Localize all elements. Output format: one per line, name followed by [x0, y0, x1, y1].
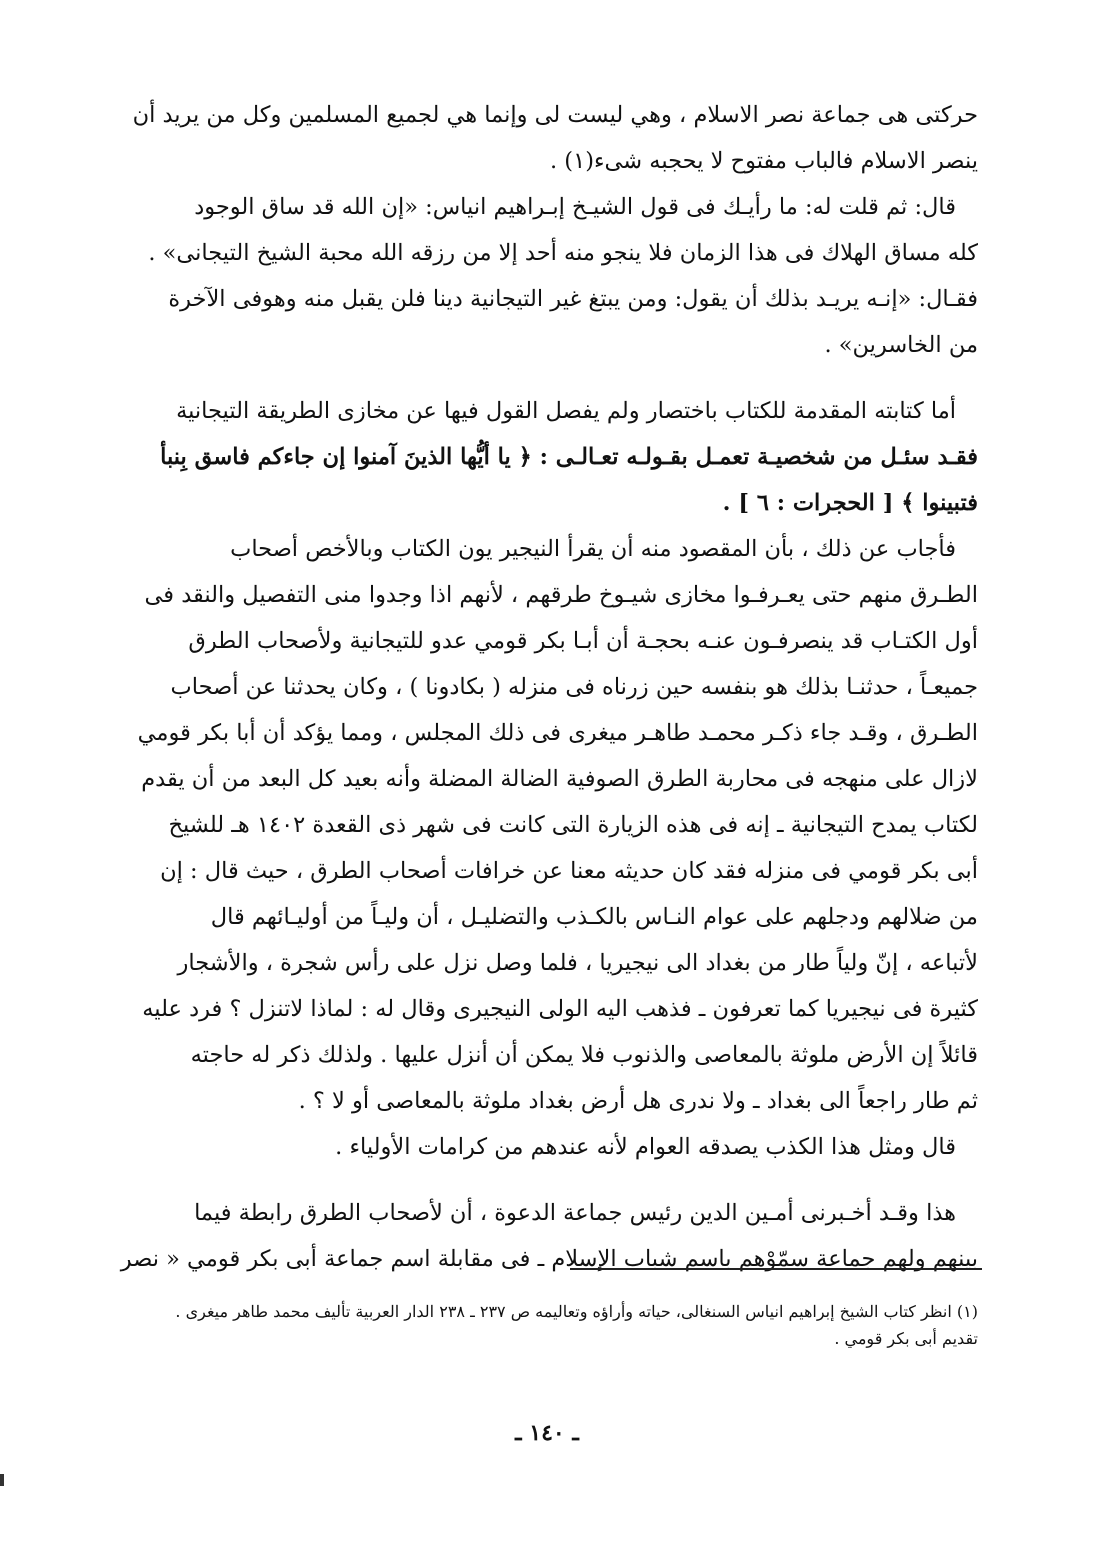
text-line: أما كتابته المقدمة للكتاب باختصار ولم يفصل القول فيها عن مخازى الطريقة التيجانية: [176, 398, 956, 424]
text-line: قائلاً إن الأرض ملوثة بالمعاصى والذنوب فلا يمكن أن أنزل عليها . ولذلك ذكر له حاجته: [190, 1042, 978, 1068]
footnote-line: (١) انظر كتاب الشيخ إبراهيم انياس السنغالى، حياته وأراؤه وتعاليمه ص ٢٣٧ ـ ٢٣٨ الدار العربية تأليف محمد طاهر ميغرى .: [175, 1302, 978, 1321]
text-line: أبى بكر قومي فى منزله فقد كان حديثه معنا عن خرافات أصحاب الطرق ، حيث قال : إن: [160, 858, 978, 884]
text-line: جميعـاً ، حدثنـا بذلك هو بنفسه حين زرناه فى منزله ( بكادونا ) ، وكان يحدثنا عن أصحاب: [170, 674, 978, 700]
text-line: قال ومثل هذا الكذب يصدقه العوام لأنه عندهم من كرامات الأولياء .: [335, 1134, 956, 1160]
footnote-divider: [570, 1268, 982, 1270]
text-line: الطـرق منهم حتى يعـرفـوا مخازى شيـوخ طرقهم ، لأنهم اذا وجدوا منى التفصيل والنقد فى: [144, 582, 978, 608]
body-text: [118, 92, 978, 1282]
text-line: بينهم ولهم جماعة سمّوْهم باسم شباب الإسلام ـ فى مقابلة اسم جماعة أبى بكر قومي « نصر: [120, 1246, 978, 1272]
text-line: فقـال: «إنـه يريـد بذلك أن يقول: ومن يبتغ غير التيجانية دينا فلن يقبل منه وهوفى الآخرة: [168, 286, 978, 312]
text-line: فقـد سئـل من شخصيـة تعمـل بقـولـه تعـالـى : ﴿ يا أيُّها الذينَ آمنوا إن جاءكم فاسق بِنبأ: [160, 444, 978, 470]
text-line: ثم طار راجعاً الى بغداد ـ ولا ندرى هل أرض بغداد ملوثة بالمعاصى أو لا ؟ .: [298, 1088, 978, 1114]
text-line: حركتى هى جماعة نصر الاسلام ، وهي ليست لى وإنما هي لجميع المسلمين وكل من يريد أن: [132, 102, 978, 128]
text-line: هذا وقـد أخـبرنى أمـين الدين رئيس جماعة الدعوة ، أن لأصحاب الطرق رابطة فيما: [194, 1200, 956, 1226]
paragraph-question: [118, 184, 978, 276]
text-line: فتبينوا ﴾ [ الحجرات : ٦ ] .: [722, 490, 978, 516]
text-line: الطـرق ، وقـد جاء ذكـر محمـد طاهـر ميغرى فى ذلك المجلس ، ومما يؤكد أن أبا بكر قومي: [137, 720, 978, 746]
text-line: فأجاب عن ذلك ، بأن المقصود منه أن يقرأ النيجير يون الكتاب وبالأخص أصحاب: [230, 536, 956, 562]
paragraph-continuation: [118, 92, 978, 184]
paragraph-answer: [118, 276, 978, 368]
text-line: من ضلالهم ودجلهم على عوام النـاس بالكـذب والتضليـل ، أن وليـاً من أوليـائهم قال: [210, 904, 978, 930]
text-line: أول الكتـاب قد ينصرفـون عنـه بحجـة أن أبـا بكر قومي عدو للتيجانية ولأصحاب الطرق: [188, 628, 978, 654]
footnotes: [140, 1298, 978, 1352]
paragraph-reply: [118, 526, 978, 1124]
text-line: كثيرة فى نيجيريا كما تعرفون ـ فذهب اليه الولى النيجيرى وقال له : لماذا لاتنزل ؟ فرد عليه: [142, 996, 978, 1022]
paragraph-karamat: [118, 1124, 978, 1170]
text-line: قال: ثم قلت له: ما رأيـك فى قول الشيـخ إبـراهيم انياس: «إن الله قد ساق الوجود: [194, 194, 956, 220]
text-line: كله مساق الهلاك فى هذا الزمان فلا ينجو منه أحد إلا من رزقه الله محبة الشيخ التيجانى» .: [148, 240, 978, 266]
text-line: لازال على منهجه فى محاربة الطرق الصوفية الضالة المضلة وأنه بعيد كل البعد من أن يقدم: [141, 766, 978, 792]
footnote-line: تقديم أبى بكر قومي .: [834, 1329, 978, 1348]
page-number: ـ ١٤٠ ـ: [515, 1420, 579, 1446]
text-line: لكتاب يمدح التيجانية ـ إنه فى هذه الزيارة التى كانت فى شهر ذى القعدة ١٤٠٢ هـ للشيخ: [168, 812, 978, 838]
scan-edge-mark: [0, 1474, 4, 1486]
text-line: من الخاسرين» .: [824, 332, 978, 358]
paragraph-introduction: [118, 388, 978, 526]
text-line: ينصر الاسلام فالباب مفتوح لا يحجبه شىء(١) .: [550, 148, 978, 174]
text-line: لأتباعه ، إنّ ولياً طار من بغداد الى نيجيريا ، فلما وصل نزل على رأس شجرة ، والأشجار: [177, 950, 978, 976]
